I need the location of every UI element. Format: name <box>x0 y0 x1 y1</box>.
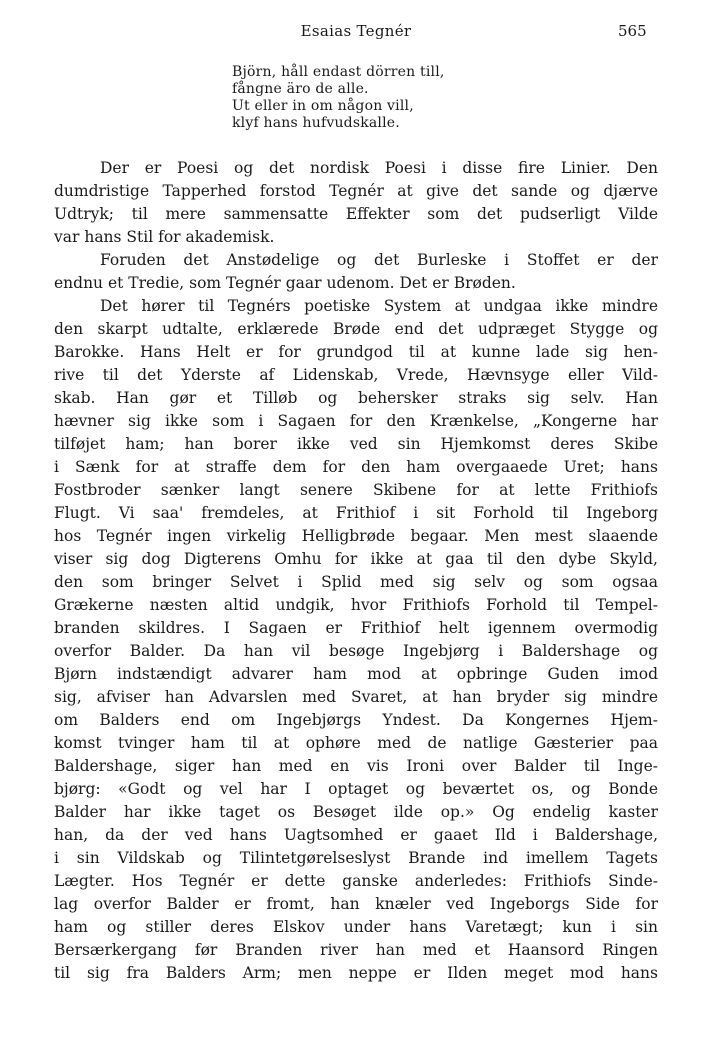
text-line: han, da der ved hans Uagtsomhed er gaaet Ild i Baldershage, <box>54 826 658 844</box>
text-line: Bjørn indstændigt advarer ham mod at opbringe Guden imod <box>54 665 658 683</box>
text-line: Flugt. Vi saa' fremdeles, at Frithiof i sit Forhold til Ingeborg <box>54 504 658 522</box>
text-line: Bersærkergang før Branden river han med et Haansord Ringen <box>54 941 658 959</box>
text-line: Fostbroder sænker langt senere Skibene for at lette Frithiofs <box>54 481 658 499</box>
text-line: lag overfor Balder er fromt, han knæler ved Ingeborgs Side for <box>54 895 658 913</box>
text-line: hos Tegnér ingen virkelig Helligbrøde begaar. Men mest slaaende <box>54 527 658 545</box>
text-line: Balder har ikke taget os Besøget ilde op.» Og endelig kaster <box>54 803 658 821</box>
running-title: Esaias Tegnér <box>300 22 412 40</box>
text-line: Baldershage, siger han med en vis Ironi over Balder til Inge- <box>54 757 658 775</box>
poem-quote <box>232 64 445 132</box>
text-line: dumdristige Tapperhed forstod Tegnér at give det sande og djærve <box>54 182 658 200</box>
text-line: Grækerne næsten altid undgik, hvor Frithiofs Forhold til Tempel- <box>54 596 658 614</box>
poem-line: Björn, håll endast dörren till, <box>232 64 445 80</box>
text-line: bjørg: «Godt og vel har I optaget og beværtet os, og Bonde <box>54 780 658 798</box>
text-line: hævner sig ikke som i Sagaen for den Krænkelse, „Kongerne har <box>54 412 658 430</box>
text-line: rive til det Yderste af Lidenskab, Vrede, Hævnsyge eller Vild- <box>54 366 658 384</box>
text-line: skab. Han gør et Tilløb og behersker straks sig selv. Han <box>54 389 658 407</box>
text-line: Barokke. Hans Helt er for grundgod til at kunne lade sig hen- <box>54 343 658 361</box>
text-line: branden skildres. I Sagaen er Frithiof helt igennem overmodig <box>54 619 658 637</box>
text-line: Det hører til Tegnérs poetiske System at undgaa ikke mindre <box>100 297 658 315</box>
running-head <box>0 22 712 46</box>
text-line: var hans Stil for akademisk. <box>54 228 275 246</box>
text-line: i Sænk for at straffe dem for den ham overgaaede Uret; hans <box>54 458 658 476</box>
text-line: Udtryk; til mere sammensatte Effekter som det pudserligt Vilde <box>54 205 658 223</box>
text-line: til sig fra Balders Arm; men neppe er Ilden meget mod hans <box>54 964 658 982</box>
text-line: i sin Vildskab og Tilintetgørelseslyst Brande ind imellem Tagets <box>54 849 658 867</box>
poem-line: fångne äro de alle. <box>232 81 369 97</box>
text-line: sig, afviser han Advarslen med Svaret, at han bryder sig mindre <box>54 688 658 706</box>
poem-line: Ut eller in om någon vill, <box>232 98 414 114</box>
text-line: Foruden det Anstødelige og det Burleske i Stoffet er der <box>100 251 658 269</box>
text-line: om Balders end om Ingebjørgs Yndest. Da Kongernes Hjem- <box>54 711 658 729</box>
text-line: overfor Balder. Da han vil besøge Ingebjørg i Baldershage og <box>54 642 658 660</box>
text-line: den som bringer Selvet i Splid med sig selv og som ogsaa <box>54 573 658 591</box>
text-line: den skarpt udtalte, erklærede Brøde end det udpræget Stygge og <box>54 320 658 338</box>
page-number: 565 <box>618 22 647 40</box>
text-line: Der er Poesi og det nordisk Poesi i disse fire Linier. Den <box>100 159 658 177</box>
text-line: viser sig dog Digterens Omhu for ikke at gaa til den dybe Skyld, <box>54 550 658 568</box>
text-line: tilføjet ham; han borer ikke ved sin Hjemkomst deres Skibe <box>54 435 658 453</box>
text-line: komst tvinger ham til at ophøre med de natlige Gæsterier paa <box>54 734 658 752</box>
poem-line: klyf hans hufvudskalle. <box>232 115 400 131</box>
text-line: endnu et Tredie, som Tegnér gaar udenom. Det er Brøden. <box>54 274 516 292</box>
text-line: ham og stiller deres Elskov under hans Varetægt; kun i sin <box>54 918 658 936</box>
body-text <box>54 157 658 985</box>
text-line: Lægter. Hos Tegnér er dette ganske anderledes: Frithiofs Sinde- <box>54 872 658 890</box>
